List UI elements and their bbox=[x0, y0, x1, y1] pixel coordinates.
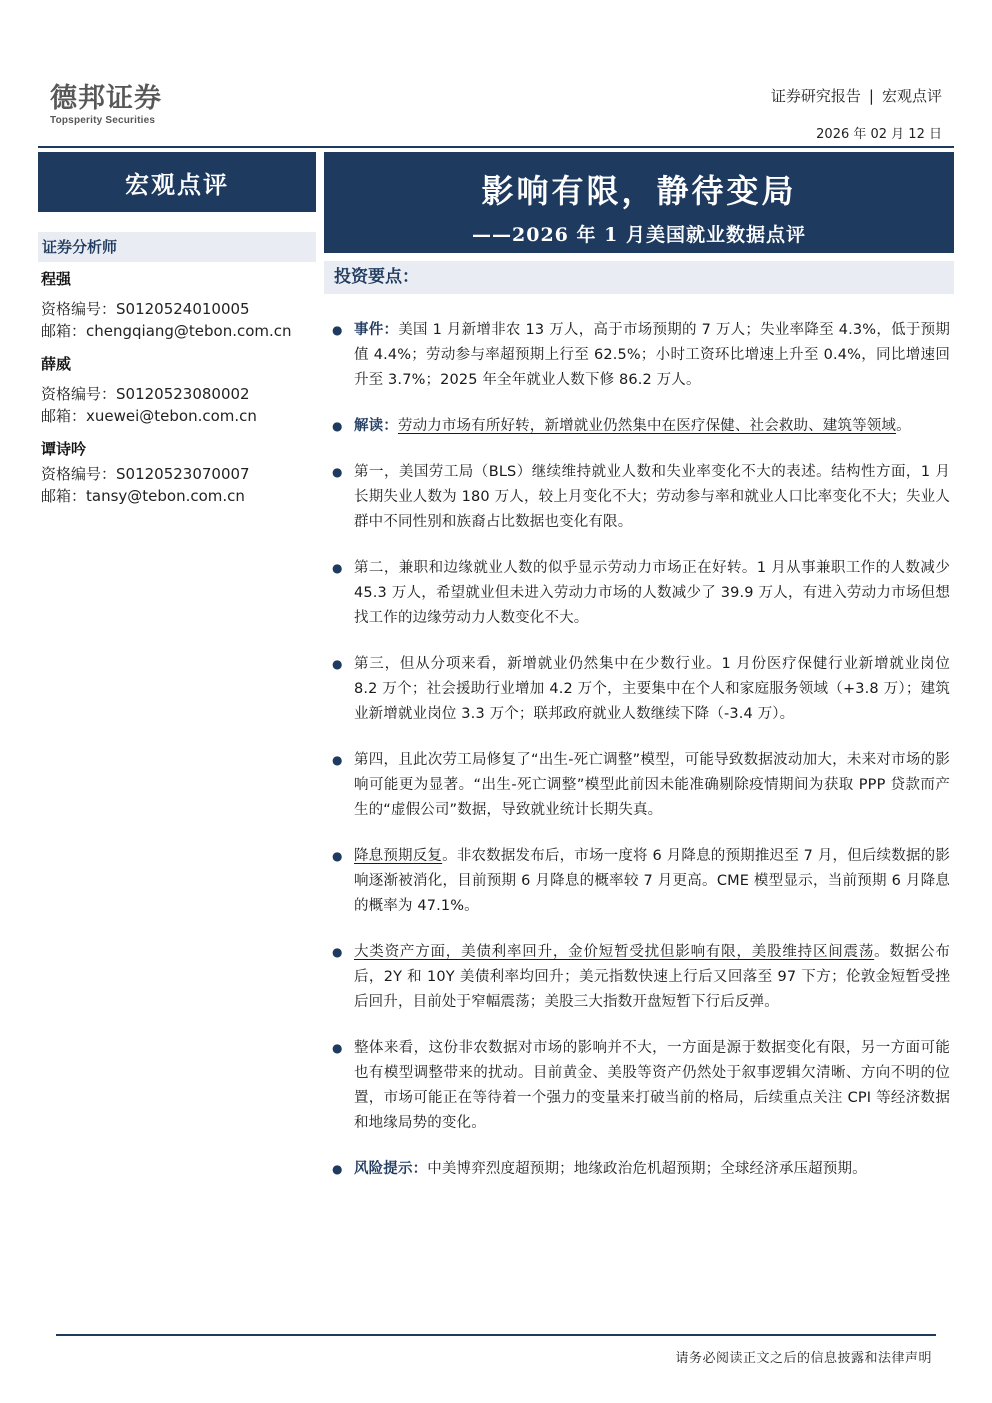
point-item bbox=[330, 414, 950, 439]
investment-points-list bbox=[330, 318, 950, 1203]
subcategory-label: 宏观点评 bbox=[881, 87, 942, 105]
bullet-icon: ● bbox=[332, 465, 343, 479]
analyst-cert: 资格编号：S0120524010005 bbox=[41, 300, 250, 318]
point-body: 整体来看，这份非农数据对市场的影响并不大，一方面是源于数据变化有限，另一方面可能也有模型调整带来的扰动。目前黄金、美股等资产仍然处于叙事逻辑欠清晰、方向不明的位置，市场可能正在等待着一个强力的变量来打破当前的格局，后续重点关注 CPI 等经济数据和地缘局势的变化。 bbox=[354, 1040, 950, 1131]
bullet-icon: ● bbox=[332, 561, 343, 575]
point-body: 美国 1 月新增非农 13 万人，高于市场预期的 7 万人；失业率降至 4.3%，低于预期值 4.4%；劳动参与率超预期上行至 62.5%；小时工资环比增速上升至 0.4%，同比增速回升至 3.7%；2025 年全年就业人数下修 86.2 万人。 bbox=[354, 322, 951, 388]
footer-disclaimer: 请务必阅读正文之后的信息披露和法律声明 bbox=[675, 1351, 932, 1366]
point-item bbox=[330, 460, 950, 535]
point-item bbox=[330, 940, 950, 1015]
point-item bbox=[330, 748, 950, 823]
analyst-name: 薛威 bbox=[41, 355, 72, 373]
analyst-cert: 资格编号：S0120523080002 bbox=[41, 385, 250, 403]
point-body: 中美博弈烈度超预期；地缘政治危机超预期；全球经济承压超预期。 bbox=[427, 1161, 867, 1177]
point-item bbox=[330, 1036, 950, 1136]
bullet-icon: ● bbox=[332, 1041, 343, 1055]
bullet-icon: ● bbox=[332, 419, 343, 433]
analyst-name: 谭诗吟 bbox=[41, 440, 87, 458]
analyst-name: 程强 bbox=[41, 270, 72, 288]
point-highlight: 劳动力市场有所好转，新增就业仍然集中在医疗保健、社会救助、建筑等领域 bbox=[397, 418, 897, 434]
logo-chinese-name: 德邦证券 bbox=[50, 83, 162, 114]
bullet-icon: ● bbox=[332, 657, 343, 671]
category-separator: | bbox=[868, 87, 874, 105]
point-item bbox=[330, 844, 950, 919]
analysts-header: 证券分析师 bbox=[38, 232, 316, 262]
point-item bbox=[330, 1157, 950, 1182]
bullet-icon: ● bbox=[332, 945, 343, 959]
point-lead: 风险提示： bbox=[354, 1161, 428, 1177]
report-category bbox=[771, 85, 942, 106]
title-banner bbox=[324, 152, 954, 253]
report-subtitle: ——2026 年 1 月美国就业数据点评 bbox=[472, 224, 806, 246]
point-body: 第一，美国劳工局（BLS）继续维持就业人数和失业率变化不大的表述。结构性方面，1 月长期失业人数为 180 万人，较上月变化不大；劳动参与率和就业人口比率变化不大；失业人群中不同性别和族裔占比数据也变化有限。 bbox=[354, 464, 950, 530]
analyst-cert: 资格编号：S0120523070007 bbox=[41, 465, 250, 483]
analyst-email: 邮箱：xuewei@tebon.com.cn bbox=[41, 407, 257, 425]
analyst-item bbox=[41, 353, 313, 427]
point-item bbox=[330, 652, 950, 727]
point-body: 。 bbox=[896, 418, 911, 434]
report-title: 影响有限，静待变局 bbox=[481, 172, 797, 210]
point-item bbox=[330, 318, 950, 393]
investment-points-header: 投资要点： bbox=[324, 261, 954, 294]
category-label: 证券研究报告 bbox=[770, 87, 861, 105]
report-date: 2026 年 02 月 12 日 bbox=[816, 127, 942, 142]
point-body: 第三，但从分项来看，新增就业仍然集中在少数行业。1 月份医疗保健行业新增就业岗位 8.2 万个；社会援助行业增加 4.2 万个，主要集中在个人和家庭服务领域（+3.8 万）；建筑业新增就业岗位 3.3 万个；联邦政府就业人数继续下降（-3.4 万）。 bbox=[354, 656, 950, 722]
analyst-list bbox=[41, 268, 313, 518]
point-highlight: 大类资产方面，美债利率回升，金价短暂受扰但影响有限，美股维持区间震荡 bbox=[354, 944, 875, 960]
footer-divider bbox=[56, 1334, 936, 1336]
company-logo bbox=[50, 84, 162, 126]
bullet-icon: ● bbox=[332, 753, 343, 767]
bullet-icon: ● bbox=[332, 849, 343, 863]
point-lead: 事件： bbox=[354, 322, 399, 338]
bullet-icon: ● bbox=[332, 1162, 343, 1176]
logo-english-name: Topsperity Securities bbox=[50, 115, 156, 126]
analyst-item bbox=[41, 268, 313, 342]
point-body: 第二，兼职和边缘就业人数的似乎显示劳动力市场正在好转。1 月从事兼职工作的人数减少 45.3 万人，希望就业但未进入劳动力市场的人数减少了 39.9 万人，有进入劳动力市场但想找工作的边缘劳动力人数变化不大。 bbox=[354, 560, 950, 626]
point-item bbox=[330, 556, 950, 631]
analyst-email: 邮箱：tansy@tebon.com.cn bbox=[41, 487, 245, 505]
bullet-icon: ● bbox=[332, 323, 343, 337]
point-body: 。非农数据发布后，市场一度将 6 月降息的预期推迟至 7 月，但后续数据的影响逐渐被消化，目前预期 6 月降息的概率较 7 月更高。CME 模型显示，当前预期 6 月降息的概率为 47.1%。 bbox=[354, 848, 950, 914]
analyst-email: 邮箱：chengqiang@tebon.com.cn bbox=[41, 322, 292, 340]
point-body: 。数据公布后，2Y 和 10Y 美债利率均回升；美元指数快速上行后又回落至 97 下方；伦敦金短暂受挫后回升，目前处于窄幅震荡；美股三大指数开盘短暂下行后反弹。 bbox=[354, 944, 950, 1010]
point-lead: 解读： bbox=[354, 418, 398, 434]
analyst-item bbox=[41, 438, 313, 507]
point-highlight: 降息预期反复 bbox=[354, 848, 443, 864]
header-divider bbox=[38, 146, 954, 148]
section-banner: 宏观点评 bbox=[38, 152, 316, 212]
point-body: 第四，且此次劳工局修复了“出生-死亡调整”模型，可能导致数据波动加大，未来对市场的影响可能更为显著。“出生-死亡调整”模型此前因未能准确剔除疫情期间为获取 PPP 贷款而产生的“虚假公司”数据，导致就业统计长期失真。 bbox=[354, 752, 950, 818]
